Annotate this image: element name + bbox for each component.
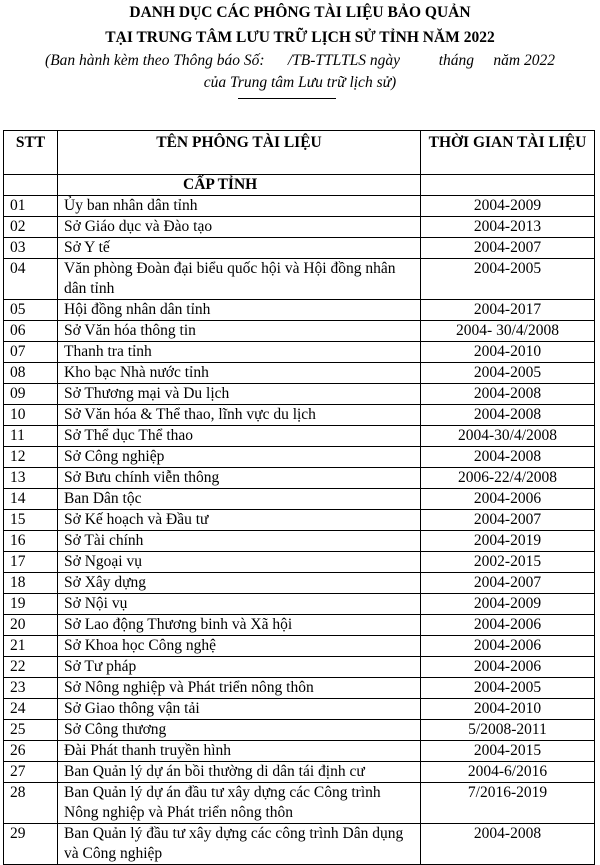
row-name: Hội đồng nhân dân tỉnh <box>58 300 421 321</box>
row-stt: 23 <box>4 678 58 699</box>
row-name: Sở Tư pháp <box>58 657 421 678</box>
row-time: 2004-2017 <box>421 300 595 321</box>
table-row <box>4 238 595 259</box>
row-name: Sở Văn hóa thông tin <box>58 321 421 342</box>
row-stt: 03 <box>4 238 58 259</box>
row-time: 2002-2015 <box>421 552 595 573</box>
row-name: Đài Phát thanh truyền hình <box>58 741 421 762</box>
row-name: Sở Nông nghiệp và Phát triển nông thôn <box>58 678 421 699</box>
row-stt: 18 <box>4 573 58 594</box>
row-name: Sở Văn hóa & Thể thao, lĩnh vực du lịch <box>58 405 421 426</box>
table-row <box>4 384 595 405</box>
row-time: 2004-2006 <box>421 657 595 678</box>
table-row <box>4 573 595 594</box>
row-stt: 02 <box>4 217 58 238</box>
row-stt: 04 <box>4 259 58 300</box>
row-stt: 16 <box>4 531 58 552</box>
row-stt: 21 <box>4 636 58 657</box>
row-name: Sở Bưu chính viễn thông <box>58 468 421 489</box>
row-stt: 15 <box>4 510 58 531</box>
row-stt: 14 <box>4 489 58 510</box>
row-name: Sở Tài chính <box>58 531 421 552</box>
header-divider <box>238 98 336 99</box>
row-stt: 25 <box>4 720 58 741</box>
row-stt: 17 <box>4 552 58 573</box>
row-time: 5/2008-2011 <box>421 720 595 741</box>
row-name: Ban Quản lý dự án đầu tư xây dựng các Công trình Nông nghiệp và Phát triển nông thôn <box>58 783 421 824</box>
row-time: 2004-6/2016 <box>421 762 595 783</box>
table-row <box>4 678 595 699</box>
table-row <box>4 552 595 573</box>
row-stt: 29 <box>4 824 58 865</box>
row-stt: 13 <box>4 468 58 489</box>
row-time: 2004-2005 <box>421 259 595 300</box>
table-row <box>4 720 595 741</box>
row-stt: 11 <box>4 426 58 447</box>
row-time: 2004-2008 <box>421 824 595 865</box>
table-row <box>4 531 595 552</box>
table-row <box>4 405 595 426</box>
row-time: 2004-2013 <box>421 217 595 238</box>
row-stt: 28 <box>4 783 58 824</box>
table-row <box>4 699 595 720</box>
row-name: Sở Công nghiệp <box>58 447 421 468</box>
table-row <box>4 510 595 531</box>
document-subtitle-line-2: của Trung tâm Lưu trữ lịch sử) <box>203 74 397 91</box>
row-name: Sở Ngoại vụ <box>58 552 421 573</box>
row-time: 2004-2006 <box>421 636 595 657</box>
document-title-line-2: TẠI TRUNG TÂM LƯU TRỮ LỊCH SỬ TỈNH NĂM 2022 <box>105 29 495 46</box>
row-name: Sở Khoa học Công nghệ <box>58 636 421 657</box>
row-name: Sở Kế hoạch và Đầu tư <box>58 510 421 531</box>
row-name: Ban Quản lý đầu tư xây dựng các công trình Dân dụng và Công nghiệp <box>58 824 421 865</box>
row-time: 2004-2005 <box>421 678 595 699</box>
table-row <box>4 594 595 615</box>
table-row <box>4 426 595 447</box>
table-header-row <box>4 131 595 175</box>
row-name: Văn phòng Đoàn đại biểu quốc hội và Hội đồng nhân dân tỉnh <box>58 259 421 300</box>
section-time-cell <box>421 175 595 196</box>
row-name: Sở Xây dựng <box>58 573 421 594</box>
row-time: 2004-2009 <box>421 594 595 615</box>
row-name: Ban Dân tộc <box>58 489 421 510</box>
document-title-line-1: DANH DỤC CÁC PHÔNG TÀI LIỆU BẢO QUẢN <box>129 4 471 21</box>
table-row <box>4 468 595 489</box>
row-time: 2004-2006 <box>421 489 595 510</box>
table-row <box>4 259 595 300</box>
row-time: 2004-2010 <box>421 699 595 720</box>
table-row <box>4 489 595 510</box>
row-time: 2004-2008 <box>421 447 595 468</box>
section-stt-cell <box>4 175 58 196</box>
table-row <box>4 321 595 342</box>
row-name: Sở Y tế <box>58 238 421 259</box>
row-stt: 26 <box>4 741 58 762</box>
row-stt: 24 <box>4 699 58 720</box>
table-row <box>4 783 595 824</box>
row-time: 2006-22/4/2008 <box>421 468 595 489</box>
row-time: 2004-2009 <box>421 196 595 217</box>
row-stt: 06 <box>4 321 58 342</box>
row-stt: 05 <box>4 300 58 321</box>
row-time: 2004-2007 <box>421 510 595 531</box>
row-name: Sở Nội vụ <box>58 594 421 615</box>
table-row <box>4 342 595 363</box>
table-row <box>4 615 595 636</box>
row-stt: 09 <box>4 384 58 405</box>
row-stt: 12 <box>4 447 58 468</box>
row-time: 2004-2015 <box>421 741 595 762</box>
row-stt: 07 <box>4 342 58 363</box>
table-row <box>4 657 595 678</box>
table-row <box>4 217 595 238</box>
section-title: CẤP TỈNH <box>58 175 421 196</box>
row-stt: 10 <box>4 405 58 426</box>
row-stt: 08 <box>4 363 58 384</box>
row-time: 2004-2005 <box>421 363 595 384</box>
row-stt: 19 <box>4 594 58 615</box>
row-name: Kho bạc Nhà nước tỉnh <box>58 363 421 384</box>
section-row <box>4 175 595 196</box>
row-name: Sở Lao động Thương binh và Xã hội <box>58 615 421 636</box>
row-stt: 01 <box>4 196 58 217</box>
row-time: 2004-2010 <box>421 342 595 363</box>
row-stt: 27 <box>4 762 58 783</box>
table-row <box>4 196 595 217</box>
row-time: 2004-2008 <box>421 405 595 426</box>
table-row <box>4 762 595 783</box>
row-name: Ủy ban nhân dân tỉnh <box>58 196 421 217</box>
row-time: 2004-2007 <box>421 238 595 259</box>
table-row <box>4 824 595 865</box>
row-name: Sở Công thương <box>58 720 421 741</box>
row-time: 2004-2008 <box>421 384 595 405</box>
table-row <box>4 447 595 468</box>
column-header-stt: STT <box>4 131 58 175</box>
column-header-time: THỜI GIAN TÀI LIỆU <box>421 131 595 175</box>
row-time: 2004-2019 <box>421 531 595 552</box>
column-header-name: TÊN PHÔNG TÀI LIỆU <box>58 131 421 175</box>
row-name: Sở Thương mại và Du lịch <box>58 384 421 405</box>
table-row <box>4 363 595 384</box>
row-time: 2004-2006 <box>421 615 595 636</box>
document-subtitle-line-1: (Ban hành kèm theo Thông báo Số: /TB-TTLTLS ngày tháng năm 2022 <box>45 52 555 69</box>
row-time: 2004-2007 <box>421 573 595 594</box>
row-name: Sở Thể dục Thể thao <box>58 426 421 447</box>
row-name: Ban Quản lý dự án bồi thường di dân tái định cư <box>58 762 421 783</box>
row-time: 2004- 30/4/2008 <box>421 321 595 342</box>
archive-table <box>3 130 595 865</box>
table-row <box>4 300 595 321</box>
table-row <box>4 741 595 762</box>
table-row <box>4 636 595 657</box>
row-time: 7/2016-2019 <box>421 783 595 824</box>
row-name: Sở Giao thông vận tải <box>58 699 421 720</box>
row-name: Sở Giáo dục và Đào tạo <box>58 217 421 238</box>
row-stt: 20 <box>4 615 58 636</box>
row-stt: 22 <box>4 657 58 678</box>
row-name: Thanh tra tỉnh <box>58 342 421 363</box>
row-time: 2004-30/4/2008 <box>421 426 595 447</box>
